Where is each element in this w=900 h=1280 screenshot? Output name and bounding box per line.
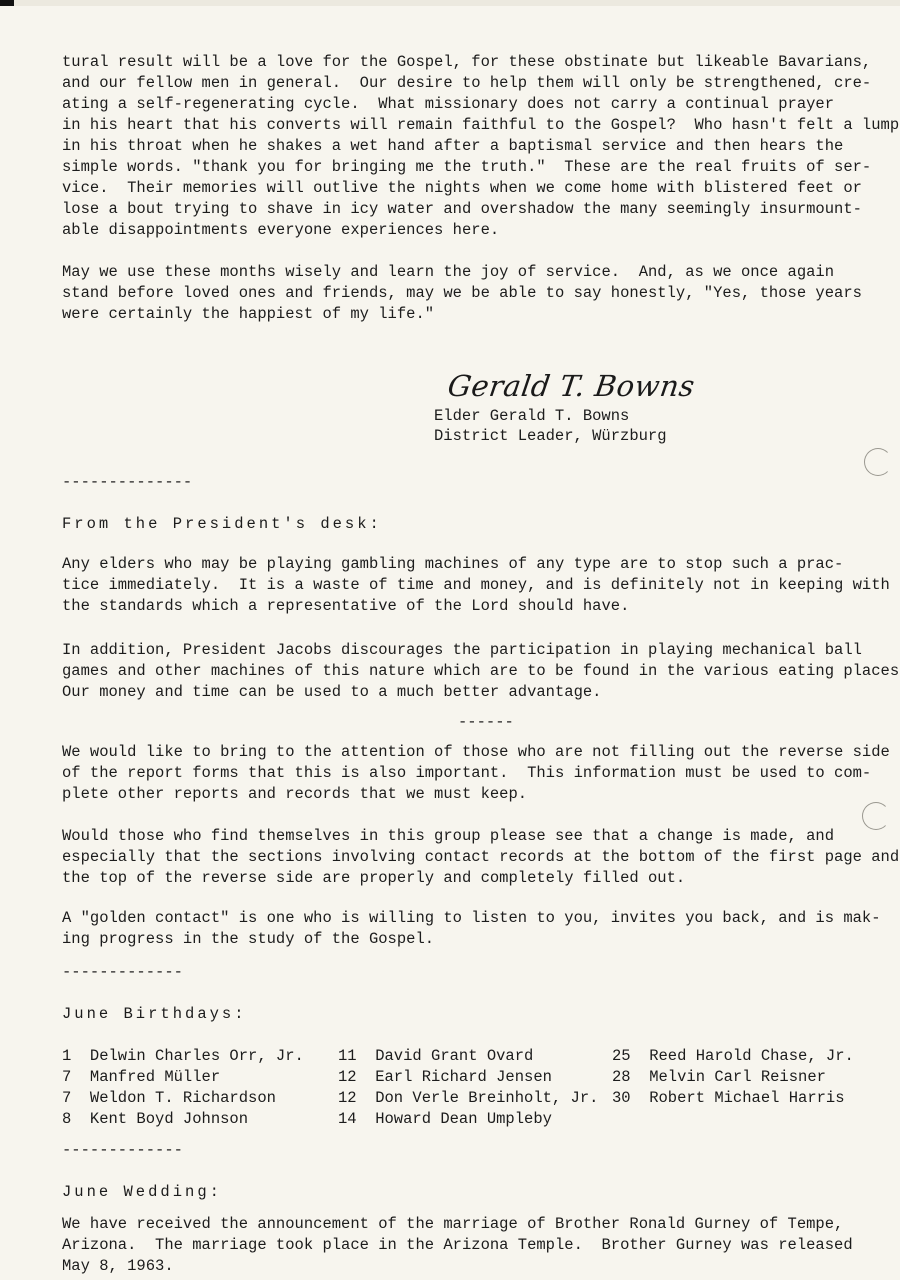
signer-title: District Leader, Würzburg (434, 427, 667, 445)
text-line: especially that the sections involving contact records at the bottom of the first page and (62, 848, 900, 866)
handwritten-signature: Gerald T. Bowns (445, 369, 698, 403)
section-heading-wedding: June Wedding: (62, 1183, 222, 1201)
text-line: and our fellow men in general. Our desire to help them will only be strengthened, cre- (62, 74, 872, 92)
text-line: Arizona. The marriage took place in the Arizona Temple. Brother Gurney was released (62, 1236, 853, 1254)
text-line: We would like to bring to the attention of those who are not filling out the reverse side (62, 743, 890, 761)
paragraph-closing (62, 262, 862, 325)
birthday-column (62, 1046, 304, 1130)
signature-block (434, 366, 734, 446)
text-line: Our money and time can be used to a much better advantage. (62, 683, 602, 701)
text-line: the standards which a representative of the Lord should have. (62, 597, 630, 615)
birthday-entry: 1 Delwin Charles Orr, Jr. (62, 1047, 304, 1065)
birthday-column (612, 1046, 854, 1109)
birthday-entry: 7 Weldon T. Richardson (62, 1089, 276, 1107)
section-divider: ------------- (62, 963, 183, 981)
birthday-entry: 28 Melvin Carl Reisner (612, 1068, 826, 1086)
section-divider-short: ------ (458, 713, 514, 731)
text-line: ing progress in the study of the Gospel. (62, 930, 435, 948)
birthday-entry: 14 Howard Dean Umpleby (338, 1110, 552, 1128)
paragraph-gambling-machines (62, 554, 890, 617)
text-line: in his throat when he shakes a wet hand after a baptismal service and then hears the (62, 137, 844, 155)
text-line: simple words. "thank you for bringing me the truth." These are the real fruits of ser- (62, 158, 872, 176)
paragraph-missionary-service (62, 52, 899, 241)
section-divider: -------------- (62, 473, 193, 491)
birthday-entry: 30 Robert Michael Harris (612, 1089, 845, 1107)
text-line: the top of the reverse side are properly and completely filled out. (62, 869, 686, 887)
text-line: vice. Their memories will outlive the nights when we come home with blistered feet or (62, 179, 862, 197)
birthday-column (338, 1046, 598, 1130)
text-line: Any elders who may be playing gambling machines of any type are to stop such a prac- (62, 555, 844, 573)
signer-name: Elder Gerald T. Bowns (434, 407, 630, 425)
section-heading-birthdays: June Birthdays: (62, 1005, 247, 1023)
text-line: were certainly the happiest of my life." (62, 305, 435, 323)
birthday-entry: 11 David Grant Ovard (338, 1047, 534, 1065)
text-line: May 8, 1963. (62, 1257, 174, 1275)
paragraph-ball-games (62, 640, 899, 703)
birthday-entry: 12 Earl Richard Jensen (338, 1068, 552, 1086)
text-line: In addition, President Jacobs discourages the participation in playing mechanical ball (62, 641, 862, 659)
paragraph-golden-contact (62, 908, 881, 950)
text-line: able disappointments everyone experiences here. (62, 221, 500, 239)
birthday-entry: 12 Don Verle Breinholt, Jr. (338, 1089, 599, 1107)
paragraph-report-forms (62, 742, 890, 805)
page-top-edge (0, 0, 900, 6)
text-line: lose a bout trying to shave in icy water and overshadow the many seemingly insurmount- (62, 200, 862, 218)
text-line: in his heart that his converts will remain faithful to the Gospel? Who hasn't felt a lump (62, 116, 900, 134)
birthday-entry: 7 Manfred Müller (62, 1068, 221, 1086)
text-line: ating a self-regenerating cycle. What missionary does not carry a continual prayer (62, 95, 835, 113)
scan-edge-mark (0, 0, 14, 6)
paragraph-wedding-announcement (62, 1214, 853, 1277)
text-line: of the report forms that this is also important. This information must be used to com- (62, 764, 872, 782)
text-line: plete other reports and records that we must keep. (62, 785, 528, 803)
text-line: May we use these months wisely and learn the joy of service. And, as we once again (62, 263, 835, 281)
text-line: games and other machines of this nature which are to be found in the various eating places (62, 662, 900, 680)
text-line: tural result will be a love for the Gospel, for these obstinate but likeable Bavarians, (62, 53, 872, 71)
section-divider: ------------- (62, 1141, 183, 1159)
punch-hole-upper (864, 448, 892, 476)
birthday-entry: 8 Kent Boyd Johnson (62, 1110, 249, 1128)
text-line: tice immediately. It is a waste of time and money, and is definitely not in keeping with (62, 576, 890, 594)
text-line: stand before loved ones and friends, may we be able to say honestly, "Yes, those years (62, 284, 862, 302)
birthday-list (62, 1046, 892, 1136)
section-heading-presidents-desk: From the President's desk: (62, 515, 382, 533)
text-line: Would those who find themselves in this group please see that a change is made, and (62, 827, 835, 845)
text-line: We have received the announcement of the marriage of Brother Ronald Gurney of Tempe, (62, 1215, 844, 1233)
text-line: A "golden contact" is one who is willing to listen to you, invites you back, and is mak- (62, 909, 881, 927)
paragraph-contact-records (62, 826, 899, 889)
birthday-entry: 25 Reed Harold Chase, Jr. (612, 1047, 854, 1065)
